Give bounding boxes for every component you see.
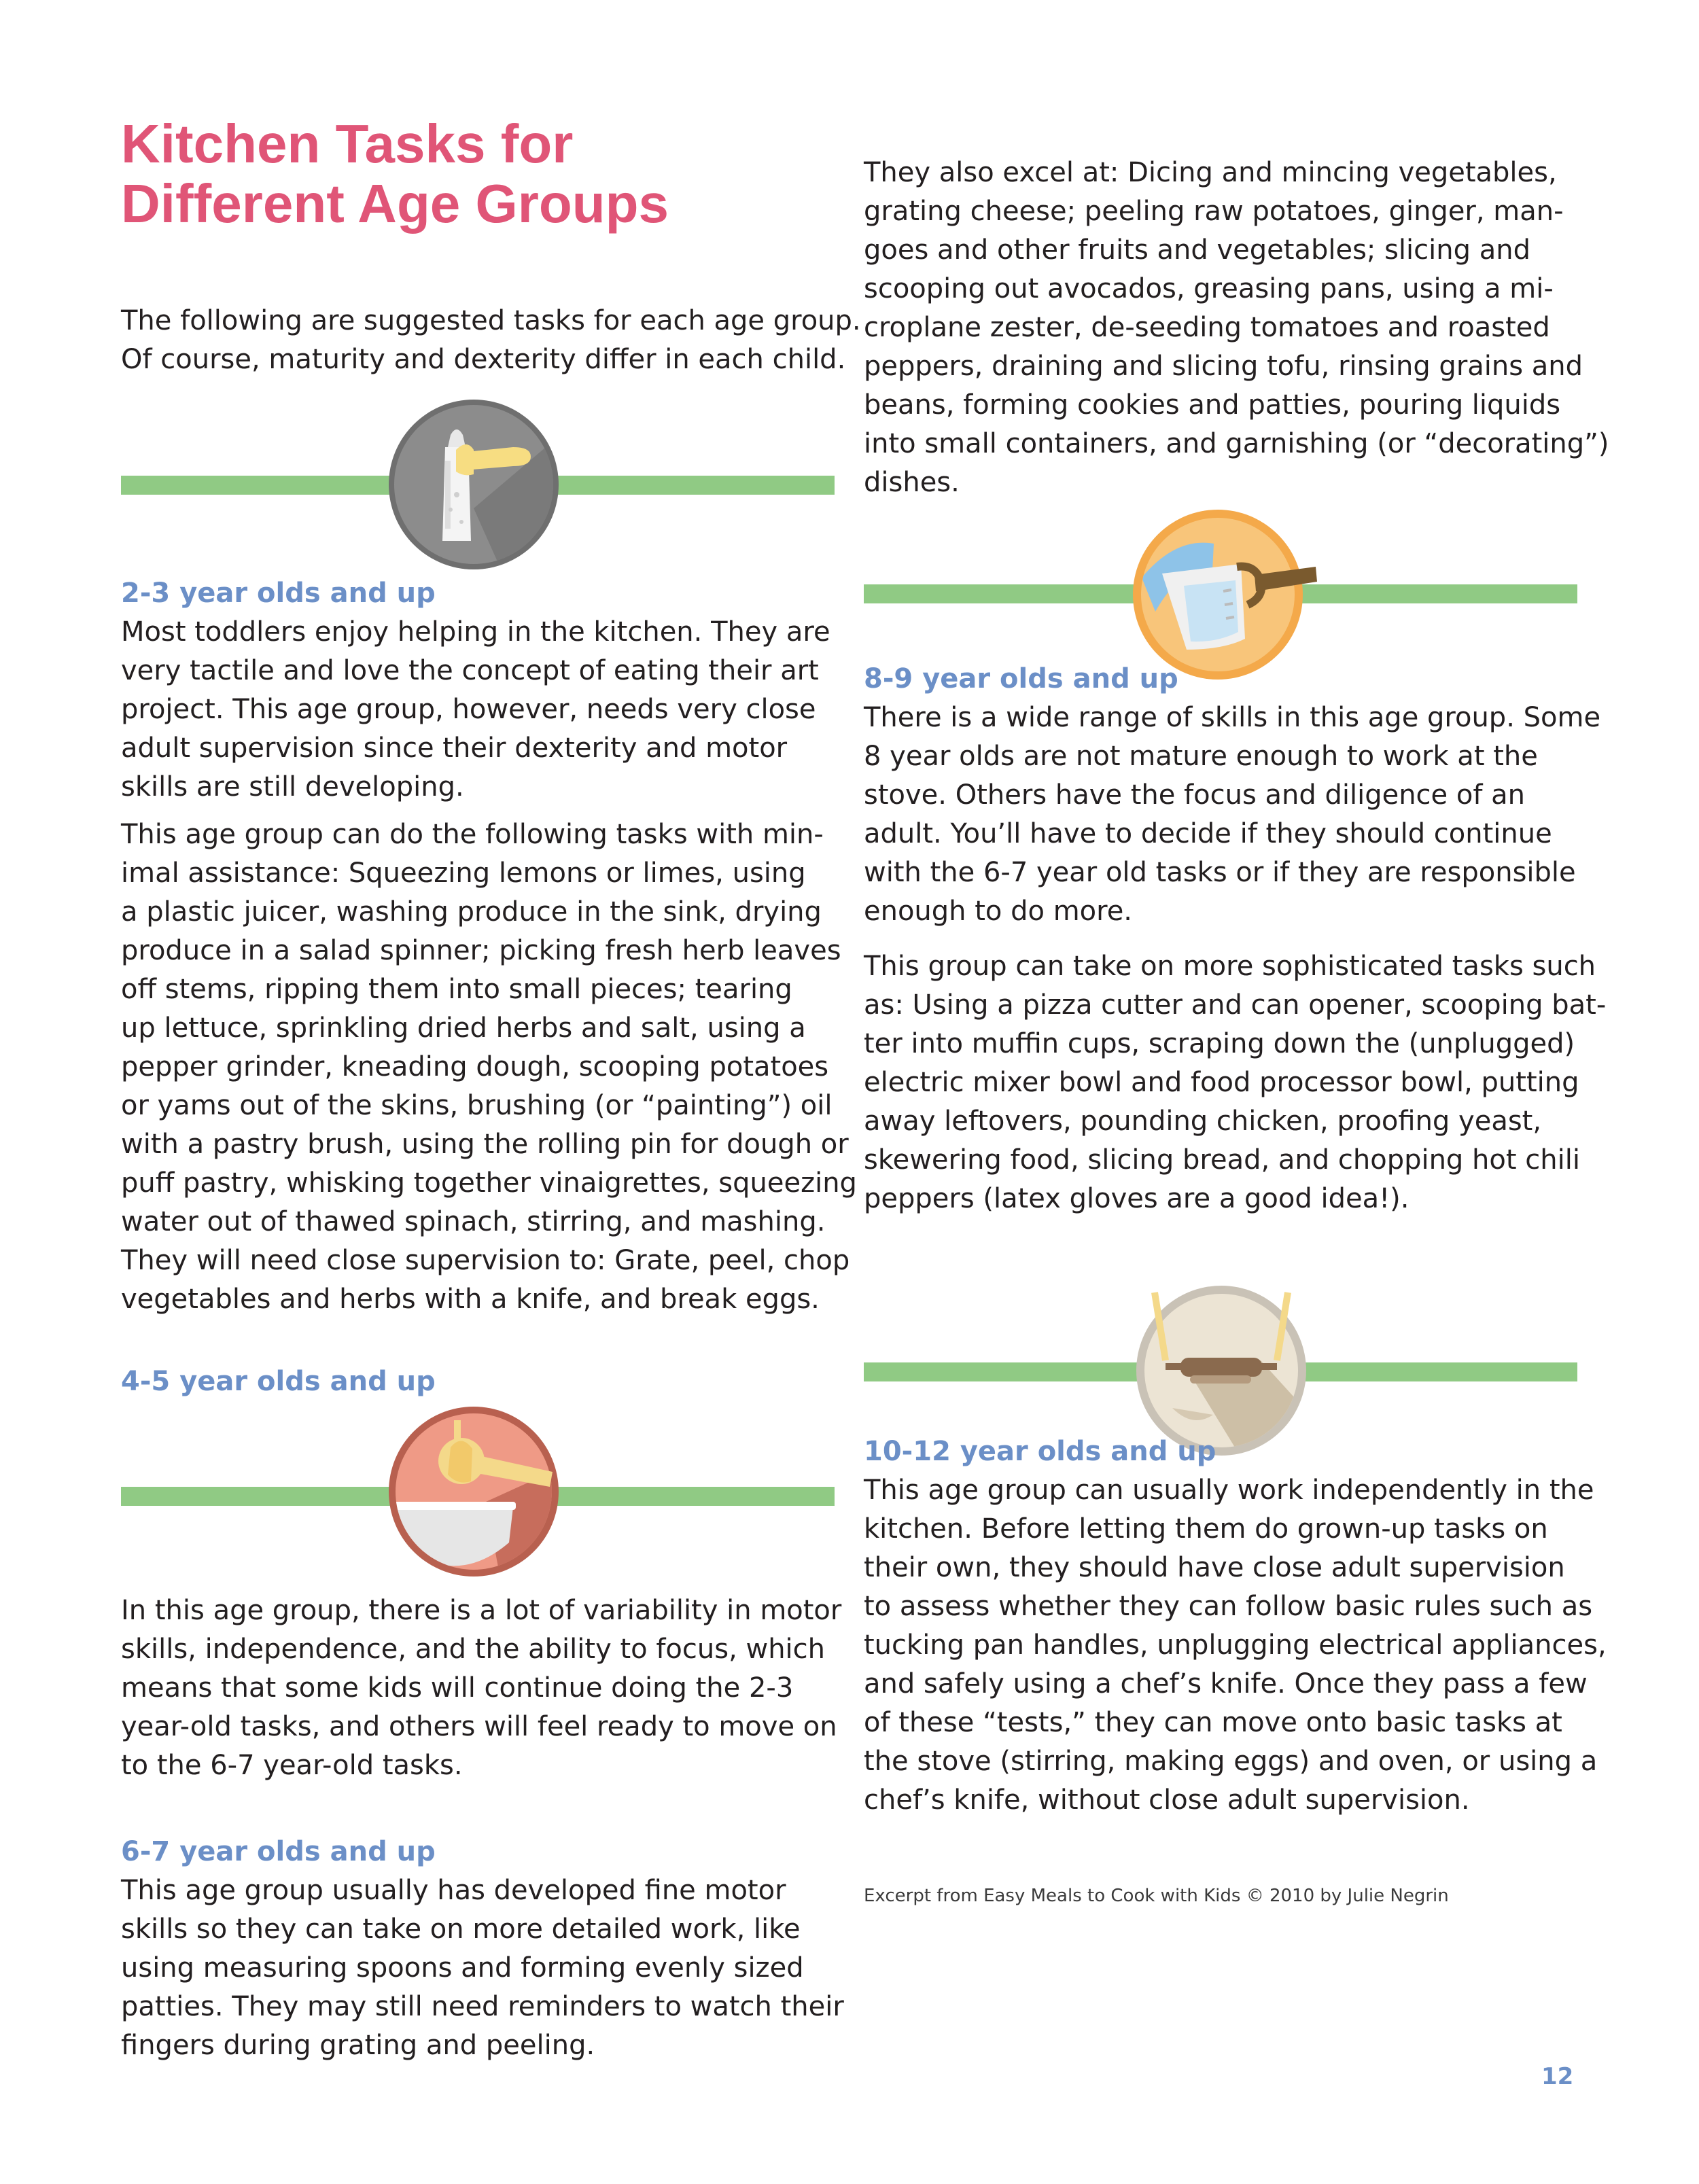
section-paragraph: This age group can usually work independently in the kitchen. Before letting them do grown-up tasks on their own, they should have close adult supervision to assess whether they can follow basic rules such as tucking pan handles, unplugging electrical appliances, and safely using a chef’s knife. Once they pass a few of these “tests,” they can move onto basic tasks at the stove (stirring, making eggs) and oven, or using a chef’s knife, without close adult supervision. [864, 1475, 1607, 1816]
section-paragraph: There is a wide range of skills in this age group. Some 8 year olds are not mature enough to work at the stove. Others have the focus and diligence of an adult. You’ll have to decide if they should continue with the 6-7 year old tasks or if they are responsible enough to do more. [864, 702, 1601, 927]
section-paragraph: Most toddlers enjoy helping in the kitchen. They are very tactile and love the concept of eating their art project. This age group, however, needs very close adult supervision since their dexterity and motor skills are still developing. [121, 616, 830, 803]
section-heading: 2-3 year olds and up [121, 578, 436, 609]
section-heading: 6-7 year olds and up [121, 1836, 436, 1867]
section-heading: 8-9 year olds and up [864, 663, 1178, 694]
title-line: Kitchen Tasks for [121, 113, 574, 174]
section-paragraph: This group can take on more sophisticated tasks such as: Using a pizza cutter and can opener, scooping bat- ter into muffin cups, scraping down the (unplugged) electric mixer bowl and food processor bowl, putting away leftovers, pounding chicken, proofing yeast, skewering food, slicing bread, and chopping hot chili peppers (latex gloves are a good idea!). [864, 951, 1607, 1214]
page-number: 12 [1541, 2063, 1574, 2090]
section-heading: 10-12 year olds and up [864, 1436, 1216, 1467]
page-title [121, 114, 869, 234]
salt-shaker-icon [377, 400, 567, 576]
section-heading: 4-5 year olds and up [121, 1366, 436, 1397]
whisk-bowl-icon [377, 1407, 567, 1583]
title-line: Different Age Groups [121, 173, 669, 234]
excerpt-credit: Excerpt from Easy Meals to Cook with Kids © 2010 by Julie Negrin [864, 1886, 1449, 1906]
section-paragraph: This age group usually has developed fine motor skills so they can take on more detailed work, like using measuring spoons and forming evenly sized patties. They may still need reminders to watch their fingers during grating and peeling. [121, 1875, 844, 2061]
section-paragraph: This age group can do the following tasks with min- imal assistance: Squeezing lemons or limes, using a plastic juicer, washing produce in the sink, drying produce in a salad spinner; picking fresh herb leaves off stems, ripping them into small pieces; tearing up lettuce, sprinkling dried herbs and salt, using a pepper grinder, kneading dough, scooping potatoes or yams out of the skins, brushing (or “painting”) oil with a pastry brush, using the rolling pin for dough or puff pastry, whisking together vinaigrettes, squeezing water out of thawed spinach, stirring, and mashing. They will need close supervision to: Grate, peel, chop vegetables and herbs with a knife, and break eggs. [121, 819, 857, 1315]
section-paragraph: They also excel at: Dicing and mincing vegetables, grating cheese; peeling raw potatoes, ginger, man- goes and other fruits and vegetables; slicing and scooping out avocados, greasing pans, using a mi- croplane zester, de-seeding tomatoes and roasted peppers, draining and slicing tofu, rinsing grains and beans, forming cookies and patties, pouring liquids into small containers, and garnishing (or “decorating”) dishes. [864, 157, 1609, 498]
section-paragraph: In this age group, there is a lot of variability in motor skills, independence, and the ability to focus, which means that some kids will continue doing the 2-3 year-old tasks, and others will feel ready to move on to the 6-7 year-old tasks. [121, 1595, 842, 1781]
intro-paragraph: The following are suggested tasks for each age group. Of course, maturity and dexterity differ in each child. [121, 305, 861, 375]
